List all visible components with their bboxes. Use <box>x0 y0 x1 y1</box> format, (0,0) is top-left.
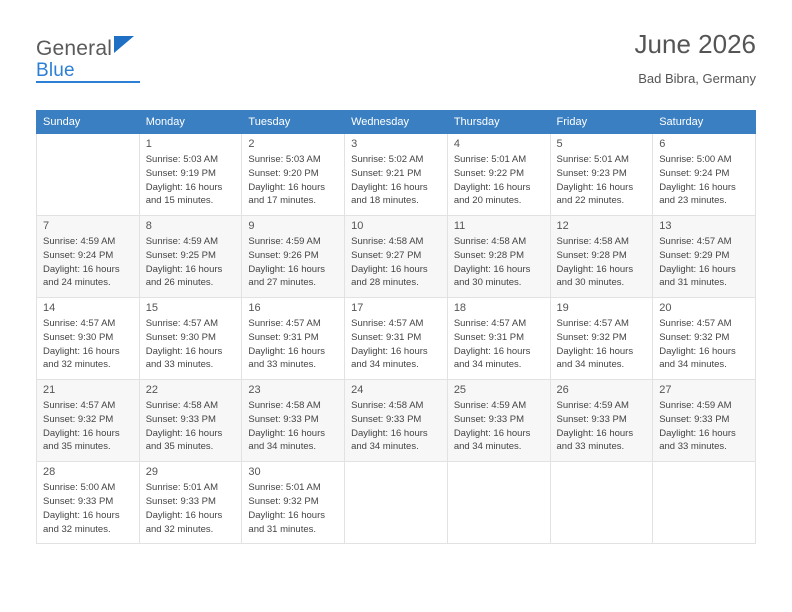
daylight-text-line2: and 34 minutes. <box>659 359 727 371</box>
day-info <box>146 153 236 208</box>
calendar-cell[interactable] <box>242 134 345 216</box>
day-number: 30 <box>248 466 261 479</box>
sunrise-text: Sunrise: 5:03 AM <box>248 154 321 165</box>
calendar-cell[interactable] <box>447 134 550 216</box>
daylight-text-line2: and 30 minutes. <box>556 277 625 289</box>
daylight-text-line2: and 34 minutes. <box>556 359 625 371</box>
daylight-text-line1: Daylight: 16 hours <box>659 181 736 193</box>
daylight-text-line2: and 18 minutes. <box>351 195 419 207</box>
sunrise-text: Sunrise: 4:58 AM <box>248 400 321 412</box>
sunrise-text: Sunrise: 5:01 AM <box>453 154 527 165</box>
calendar-week-row <box>37 134 756 216</box>
day-number: 19 <box>556 302 569 315</box>
calendar-cell[interactable] <box>139 380 242 462</box>
sunset-text: Sunset: 9:22 PM <box>453 167 525 179</box>
day-number: 29 <box>145 466 158 479</box>
daylight-text-line1: Daylight: 16 hours <box>248 345 325 357</box>
calendar-cell-empty <box>345 462 448 544</box>
logo <box>36 30 112 80</box>
daylight-text-line1: Daylight: 16 hours <box>659 345 736 357</box>
sunrise-text: Sunrise: 5:01 AM <box>556 154 629 165</box>
daylight-text-line1: Daylight: 16 hours <box>145 427 223 439</box>
sunrise-text: Sunrise: 5:03 AM <box>145 154 219 165</box>
calendar-cell[interactable] <box>653 216 756 298</box>
sunrise-text: Sunrise: 5:01 AM <box>145 482 219 494</box>
day-number: 27 <box>659 384 672 397</box>
daylight-text-line2: and 26 minutes. <box>145 277 214 289</box>
sunset-text: Sunset: 9:33 PM <box>145 413 216 425</box>
logo-flag-icon <box>114 36 134 53</box>
sunset-text: Sunset: 9:31 PM <box>351 331 422 343</box>
day-number: 4 <box>453 138 460 150</box>
day-info <box>659 399 749 454</box>
calendar-cell[interactable] <box>37 380 140 462</box>
sunrise-text: Sunrise: 4:57 AM <box>43 318 116 330</box>
calendar-cell[interactable] <box>345 216 448 298</box>
logo-underline <box>36 81 140 83</box>
weekday-header-tuesday: Tuesday <box>242 111 345 134</box>
day-info <box>454 317 544 372</box>
daylight-text-line2: and 32 minutes. <box>145 523 214 535</box>
daylight-text-line2: and 30 minutes. <box>453 277 522 289</box>
sunset-text: Sunset: 9:32 PM <box>248 496 319 508</box>
day-info <box>43 317 133 372</box>
day-number: 17 <box>351 302 364 315</box>
day-number: 20 <box>659 302 672 315</box>
daylight-text-line2: and 23 minutes. <box>659 195 727 207</box>
calendar-week-row <box>37 462 756 544</box>
calendar-week-row <box>37 380 756 462</box>
daylight-text-line1: Daylight: 16 hours <box>248 181 325 193</box>
sunset-text: Sunset: 9:33 PM <box>248 413 319 425</box>
sunset-text: Sunset: 9:32 PM <box>659 331 730 343</box>
sunrise-text: Sunrise: 4:58 AM <box>453 236 527 248</box>
sunset-text: Sunset: 9:29 PM <box>659 249 730 261</box>
sunset-text: Sunset: 9:25 PM <box>145 249 216 261</box>
sunrise-text: Sunrise: 4:59 AM <box>453 400 527 412</box>
calendar-cell[interactable] <box>139 134 242 216</box>
daylight-text-line1: Daylight: 16 hours <box>453 181 531 193</box>
day-info <box>557 399 647 454</box>
day-info <box>557 235 647 290</box>
day-number: 22 <box>145 384 158 397</box>
calendar-cell-empty <box>653 462 756 544</box>
day-number: 9 <box>248 220 255 233</box>
daylight-text-line1: Daylight: 16 hours <box>43 509 120 521</box>
daylight-text-line1: Daylight: 16 hours <box>351 263 428 275</box>
sunset-text: Sunset: 9:33 PM <box>556 413 627 425</box>
calendar-week-row <box>37 216 756 298</box>
calendar-cell[interactable] <box>345 380 448 462</box>
weekday-header-monday: Monday <box>139 111 242 134</box>
sunset-text: Sunset: 9:33 PM <box>659 413 730 425</box>
weekday-header-friday: Friday <box>550 111 653 134</box>
day-number: 18 <box>453 302 467 315</box>
calendar-week-row <box>37 298 756 380</box>
day-number: 12 <box>556 220 569 233</box>
daylight-text-line2: and 34 minutes. <box>248 441 317 453</box>
daylight-text-line1: Daylight: 16 hours <box>248 263 325 275</box>
calendar-cell[interactable] <box>447 298 550 380</box>
sunrise-text: Sunrise: 4:59 AM <box>43 236 116 248</box>
sunrise-text: Sunrise: 5:01 AM <box>248 482 321 494</box>
daylight-text-line1: Daylight: 16 hours <box>453 427 531 439</box>
sunset-text: Sunset: 9:33 PM <box>453 413 525 425</box>
sunset-text: Sunset: 9:31 PM <box>453 331 525 343</box>
day-info <box>557 317 647 372</box>
calendar-cell[interactable] <box>653 380 756 462</box>
calendar-cell[interactable] <box>653 134 756 216</box>
daylight-text-line1: Daylight: 16 hours <box>556 427 634 439</box>
day-info <box>351 399 441 454</box>
daylight-text-line1: Daylight: 16 hours <box>556 345 634 357</box>
daylight-text-line1: Daylight: 16 hours <box>43 427 120 439</box>
daylight-text-line2: and 32 minutes. <box>43 523 111 535</box>
page-title: June 2026 <box>634 29 756 59</box>
sunset-text: Sunset: 9:33 PM <box>145 496 216 508</box>
sunset-text: Sunset: 9:30 PM <box>43 331 114 343</box>
calendar-cell[interactable] <box>550 298 653 380</box>
calendar-cell-empty <box>447 462 550 544</box>
daylight-text-line2: and 33 minutes. <box>248 359 317 371</box>
calendar-cell[interactable] <box>447 216 550 298</box>
day-info <box>146 481 236 536</box>
logo-text-general: General <box>36 37 113 60</box>
daylight-text-line1: Daylight: 16 hours <box>43 345 120 357</box>
day-number: 8 <box>145 220 152 233</box>
daylight-text-line1: Daylight: 16 hours <box>145 345 223 357</box>
daylight-text-line2: and 17 minutes. <box>248 195 317 207</box>
sunrise-text: Sunrise: 4:59 AM <box>248 236 321 248</box>
daylight-text-line2: and 34 minutes. <box>453 441 522 453</box>
calendar-cell-empty <box>37 134 140 216</box>
sunset-text: Sunset: 9:20 PM <box>248 167 319 179</box>
day-info <box>146 235 236 290</box>
sunrise-text: Sunrise: 4:58 AM <box>351 236 424 248</box>
sunset-text: Sunset: 9:28 PM <box>556 249 627 261</box>
daylight-text-line2: and 33 minutes. <box>145 359 214 371</box>
weekday-header-wednesday: Wednesday <box>345 111 448 134</box>
sunset-text: Sunset: 9:33 PM <box>351 413 422 425</box>
sunset-text: Sunset: 9:26 PM <box>248 249 319 261</box>
day-number: 7 <box>43 220 50 233</box>
day-number: 10 <box>351 220 364 233</box>
sunset-text: Sunset: 9:33 PM <box>43 496 114 508</box>
day-number: 13 <box>659 220 672 233</box>
daylight-text-line1: Daylight: 16 hours <box>248 509 325 521</box>
calendar-cell[interactable] <box>550 216 653 298</box>
calendar-cell[interactable] <box>242 298 345 380</box>
page-header <box>36 30 756 100</box>
daylight-text-line1: Daylight: 16 hours <box>351 181 428 193</box>
daylight-text-line1: Daylight: 16 hours <box>145 263 223 275</box>
calendar-cell[interactable] <box>37 216 140 298</box>
sunrise-text: Sunrise: 4:59 AM <box>145 236 219 248</box>
sunset-text: Sunset: 9:24 PM <box>659 167 730 179</box>
calendar-cell[interactable] <box>447 380 550 462</box>
day-info <box>146 399 236 454</box>
daylight-text-line2: and 35 minutes. <box>43 441 111 453</box>
day-number: 25 <box>453 384 467 397</box>
calendar-cell[interactable] <box>139 298 242 380</box>
calendar-cell[interactable] <box>242 216 345 298</box>
daylight-text-line1: Daylight: 16 hours <box>43 263 120 275</box>
day-number: 14 <box>43 302 56 315</box>
day-number: 23 <box>248 384 261 397</box>
calendar-cell-empty <box>550 462 653 544</box>
sunrise-text: Sunrise: 4:57 AM <box>248 318 321 330</box>
day-info <box>351 153 441 208</box>
day-info <box>659 317 749 372</box>
daylight-text-line2: and 31 minutes. <box>248 523 317 535</box>
sunrise-text: Sunrise: 4:58 AM <box>145 400 219 412</box>
day-number: 1 <box>145 138 152 150</box>
sunrise-text: Sunrise: 5:02 AM <box>351 154 424 165</box>
day-info <box>351 317 441 372</box>
calendar-cell[interactable] <box>139 462 242 544</box>
calendar-cell[interactable] <box>550 134 653 216</box>
sunrise-text: Sunrise: 4:57 AM <box>351 318 424 330</box>
sunset-text: Sunset: 9:24 PM <box>43 249 114 261</box>
day-number: 26 <box>556 384 569 397</box>
weekday-header-sunday: Sunday <box>37 111 140 134</box>
daylight-text-line2: and 20 minutes. <box>453 195 522 207</box>
day-number: 2 <box>248 138 255 150</box>
sunrise-text: Sunrise: 5:00 AM <box>43 482 116 494</box>
daylight-text-line1: Daylight: 16 hours <box>556 263 634 275</box>
daylight-text-line2: and 34 minutes. <box>351 359 419 371</box>
day-info <box>351 235 441 290</box>
daylight-text-line2: and 33 minutes. <box>659 441 727 453</box>
weekday-header-saturday: Saturday <box>653 111 756 134</box>
daylight-text-line1: Daylight: 16 hours <box>556 181 634 193</box>
daylight-text-line2: and 33 minutes. <box>556 441 625 453</box>
sunrise-text: Sunrise: 4:58 AM <box>351 400 424 412</box>
daylight-text-line2: and 32 minutes. <box>43 359 111 371</box>
calendar-cell[interactable] <box>550 380 653 462</box>
sunset-text: Sunset: 9:23 PM <box>556 167 627 179</box>
sunrise-text: Sunrise: 4:57 AM <box>659 236 732 248</box>
day-number: 21 <box>43 384 56 397</box>
sunset-text: Sunset: 9:32 PM <box>43 413 114 425</box>
sunrise-text: Sunrise: 4:58 AM <box>556 236 629 248</box>
daylight-text-line2: and 31 minutes. <box>659 277 727 289</box>
sunrise-text: Sunrise: 4:57 AM <box>659 318 732 330</box>
weekday-header-thursday: Thursday <box>447 111 550 134</box>
logo-text-blue: Blue <box>36 60 75 81</box>
daylight-text-line2: and 34 minutes. <box>351 441 419 453</box>
daylight-text-line2: and 24 minutes. <box>43 277 111 289</box>
location-subtitle: Bad Bibra, Germany <box>638 70 756 86</box>
sunrise-text: Sunrise: 4:59 AM <box>659 400 732 412</box>
sunset-text: Sunset: 9:32 PM <box>556 331 627 343</box>
day-info <box>454 399 544 454</box>
title-block <box>635 30 756 86</box>
sunrise-text: Sunrise: 5:00 AM <box>659 154 732 165</box>
day-number: 15 <box>145 302 158 315</box>
day-info <box>557 153 647 208</box>
sunrise-text: Sunrise: 4:57 AM <box>43 400 116 412</box>
day-info <box>248 399 338 454</box>
daylight-text-line1: Daylight: 16 hours <box>351 427 428 439</box>
daylight-text-line1: Daylight: 16 hours <box>453 263 531 275</box>
calendar-cell[interactable] <box>242 380 345 462</box>
sunrise-text: Sunrise: 4:57 AM <box>556 318 629 330</box>
daylight-text-line1: Daylight: 16 hours <box>248 427 325 439</box>
daylight-text-line2: and 28 minutes. <box>351 277 419 289</box>
calendar-cell[interactable] <box>345 134 448 216</box>
day-info <box>248 235 338 290</box>
calendar-cell[interactable] <box>242 462 345 544</box>
daylight-text-line2: and 15 minutes. <box>145 195 214 207</box>
daylight-text-line1: Daylight: 16 hours <box>351 345 428 357</box>
weekday-header-row <box>37 111 756 134</box>
day-number: 24 <box>351 384 364 397</box>
daylight-text-line1: Daylight: 16 hours <box>659 427 736 439</box>
daylight-text-line1: Daylight: 16 hours <box>453 345 531 357</box>
day-info <box>248 317 338 372</box>
calendar-cell[interactable] <box>139 216 242 298</box>
day-info <box>659 153 749 208</box>
daylight-text-line1: Daylight: 16 hours <box>145 181 223 193</box>
day-number: 11 <box>453 220 466 233</box>
daylight-text-line1: Daylight: 16 hours <box>145 509 223 521</box>
day-info <box>248 153 338 208</box>
day-number: 6 <box>659 138 666 150</box>
daylight-text-line2: and 35 minutes. <box>145 441 214 453</box>
sunrise-text: Sunrise: 4:59 AM <box>556 400 629 412</box>
sunset-text: Sunset: 9:30 PM <box>145 331 216 343</box>
day-number: 3 <box>351 138 358 150</box>
day-info <box>659 235 749 290</box>
calendar-cell[interactable] <box>345 298 448 380</box>
day-info <box>43 399 133 454</box>
day-number: 16 <box>248 302 261 315</box>
sunrise-text: Sunrise: 4:57 AM <box>145 318 219 330</box>
day-info <box>454 153 544 208</box>
calendar-cell[interactable] <box>37 462 140 544</box>
day-info <box>146 317 236 372</box>
daylight-text-line2: and 34 minutes. <box>453 359 522 371</box>
sunset-text: Sunset: 9:21 PM <box>351 167 422 179</box>
day-info <box>43 235 133 290</box>
day-number: 5 <box>556 138 563 150</box>
daylight-text-line2: and 27 minutes. <box>248 277 317 289</box>
calendar-cell[interactable] <box>653 298 756 380</box>
daylight-text-line1: Daylight: 16 hours <box>659 263 736 275</box>
day-info <box>43 481 133 536</box>
sunrise-text: Sunrise: 4:57 AM <box>453 318 527 330</box>
day-info <box>248 481 338 536</box>
sunset-text: Sunset: 9:19 PM <box>145 167 216 179</box>
sunset-text: Sunset: 9:28 PM <box>453 249 525 261</box>
day-info <box>454 235 544 290</box>
sunrise-sunset-calendar <box>36 110 756 544</box>
sunset-text: Sunset: 9:31 PM <box>248 331 319 343</box>
day-number: 28 <box>43 466 56 479</box>
daylight-text-line2: and 22 minutes. <box>556 195 625 207</box>
sunset-text: Sunset: 9:27 PM <box>351 249 422 261</box>
calendar-cell[interactable] <box>37 298 140 380</box>
